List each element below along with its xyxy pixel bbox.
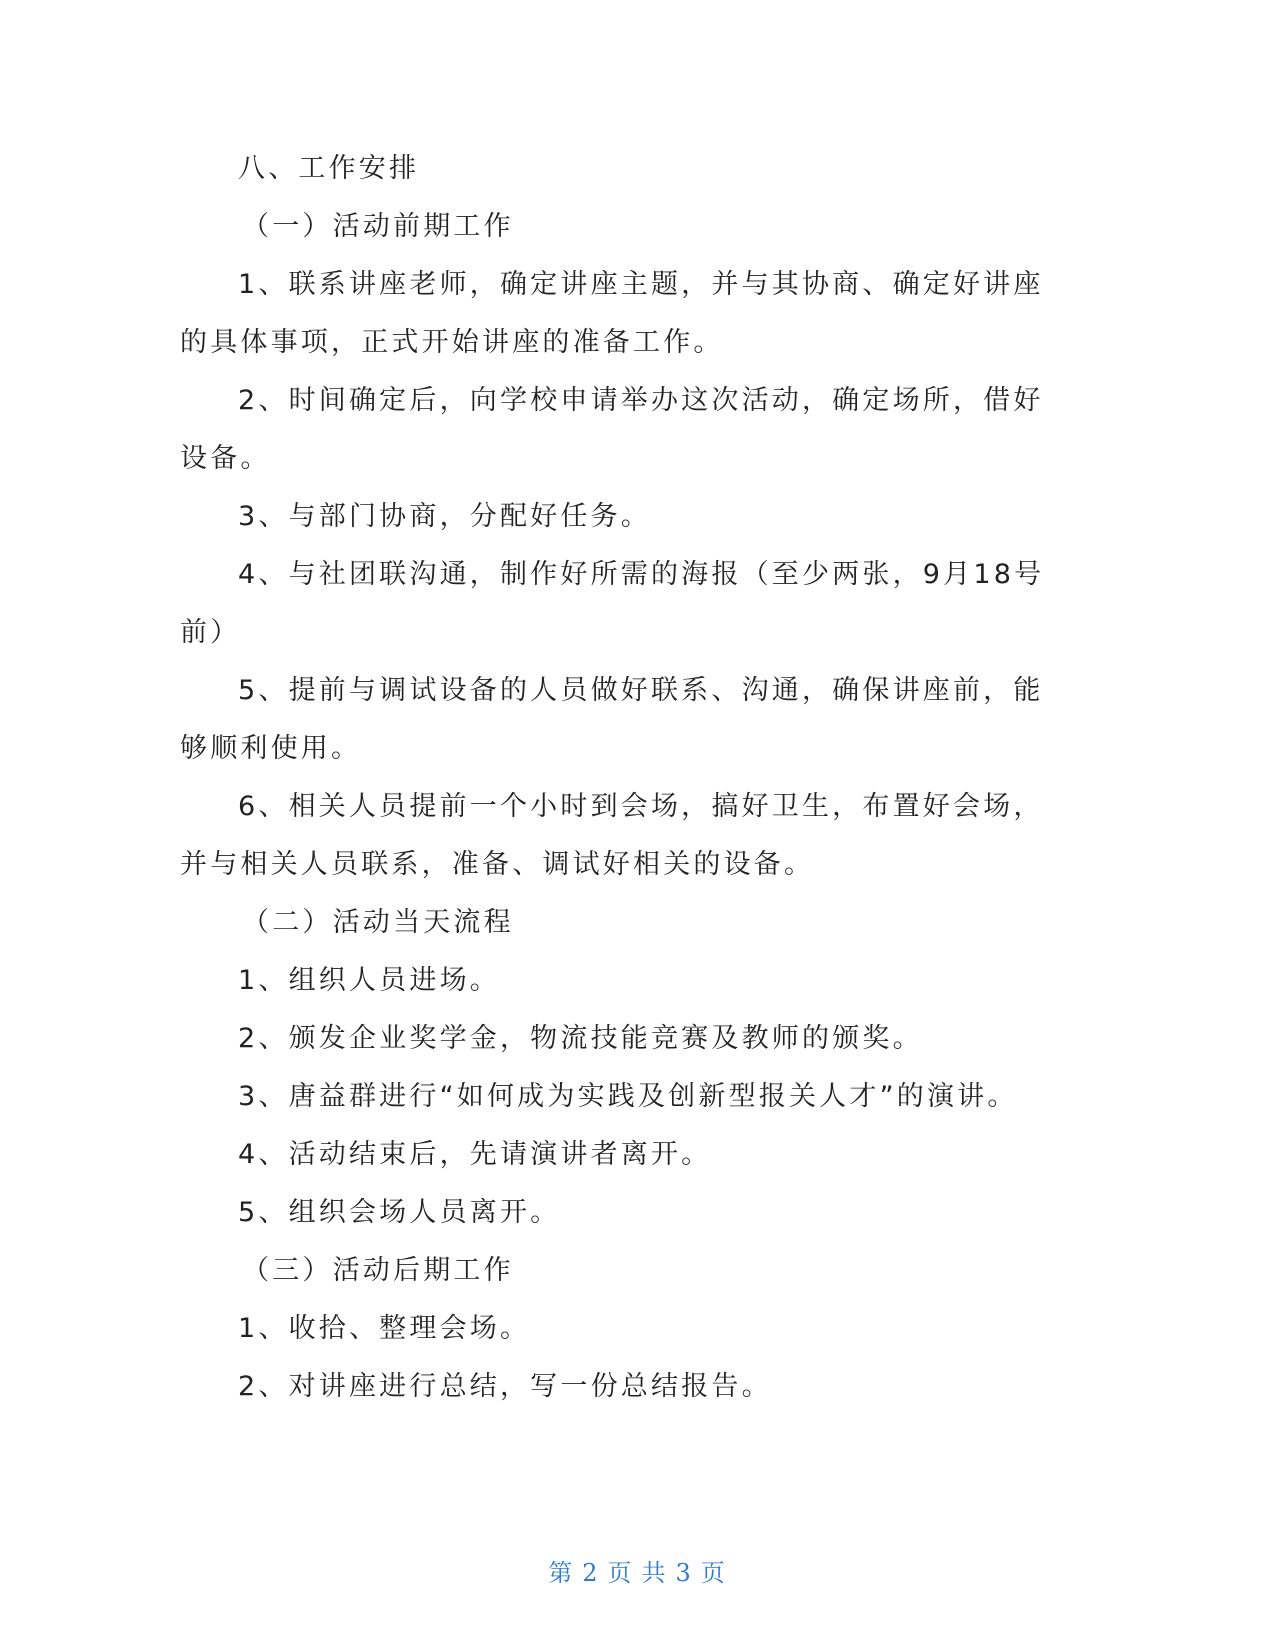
- paragraph-line: 3、与部门协商，分配好任务。: [238, 501, 651, 532]
- footer-suffix: 页: [700, 1559, 727, 1587]
- footer-page-word: 页: [607, 1559, 634, 1587]
- paragraph-line: 5、组织会场人员离开。: [238, 1197, 561, 1228]
- footer-total-word: 共: [641, 1559, 668, 1587]
- paragraph-line: 2、颁发企业奖学金，物流技能竞赛及教师的颁奖。: [238, 1023, 923, 1054]
- page-footer: [0, 1553, 1275, 1588]
- paragraph-line: 1、收拾、整理会场。: [238, 1313, 531, 1344]
- paragraph-line: 并与相关人员联系，准备、调试好相关的设备。: [180, 849, 815, 880]
- paragraph-line: 4、活动结束后，先请演讲者离开。: [238, 1139, 712, 1170]
- paragraph-line: 5、提前与调试设备的人员做好联系、沟通，确保讲座前，能: [238, 675, 1044, 706]
- subsection-heading: （二）活动当天流程: [242, 907, 514, 938]
- paragraph-line: 1、联系讲座老师，确定讲座主题，并与其协商、确定好讲座: [238, 269, 1044, 300]
- paragraph-line: 的具体事项，正式开始讲座的准备工作。: [180, 327, 724, 358]
- paragraph-line: 设备。: [180, 443, 271, 474]
- footer-total-pages: 3: [675, 1559, 693, 1587]
- section-heading: 八、工作安排: [238, 153, 420, 184]
- subsection-heading: （一）活动前期工作: [242, 211, 514, 242]
- paragraph-line: 4、与社团联沟通，制作好所需的海报（至少两张，9月18号: [238, 559, 1045, 590]
- paragraph-line: 够顺利使用。: [180, 733, 362, 764]
- paragraph-line: 1、组织人员进场。: [238, 965, 500, 996]
- footer-prefix: 第: [548, 1559, 575, 1587]
- paragraph-line: 2、时间确定后，向学校申请举办这次活动，确定场所，借好: [238, 385, 1044, 416]
- document-body: [180, 140, 1045, 1416]
- paragraph-line: 6、相关人员提前一个小时到会场，搞好卫生，布置好会场，: [238, 791, 1044, 822]
- paragraph-line: 2、对讲座进行总结，写一份总结报告。: [238, 1371, 772, 1402]
- paragraph-line: 前）: [180, 617, 241, 648]
- paragraph-line: 3、唐益群进行“如何成为实践及创新型报关人才”的演讲。: [238, 1081, 1018, 1112]
- footer-page-number: 2: [582, 1559, 600, 1587]
- subsection-heading: （三）活动后期工作: [242, 1255, 514, 1286]
